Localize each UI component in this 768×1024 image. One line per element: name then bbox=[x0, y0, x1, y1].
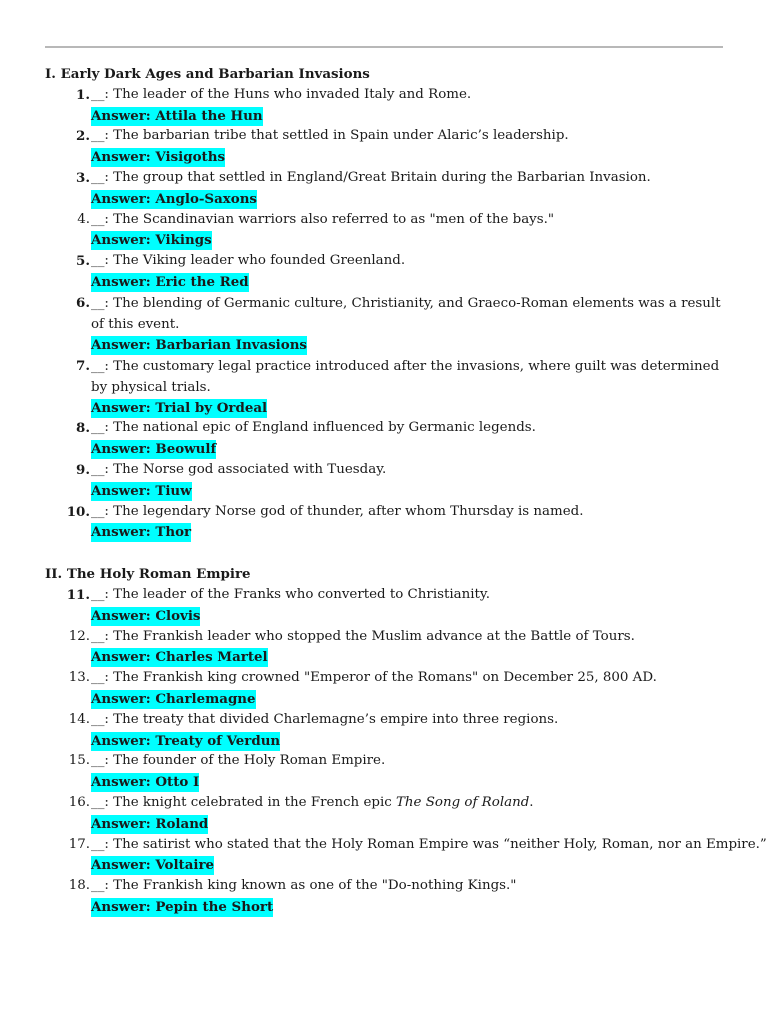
item-number: 7. bbox=[76, 357, 90, 374]
question-text: __: The leader of the Huns who invaded Italy and Rome. bbox=[91, 86, 472, 102]
list-item bbox=[45, 418, 735, 460]
answer-highlight: Answer: Clovis bbox=[91, 607, 201, 624]
list-item bbox=[45, 168, 735, 210]
item-number: 1. bbox=[76, 86, 90, 103]
item-number: 14. bbox=[68, 711, 90, 727]
item-number: 10. bbox=[66, 503, 90, 520]
answer-highlight: Answer: Beowulf bbox=[91, 441, 217, 458]
answer-highlight: Answer: Tiuw bbox=[91, 482, 192, 499]
item-number: 9. bbox=[76, 461, 90, 478]
question-text: __: The Norse god associated with Tuesday. bbox=[91, 461, 387, 477]
list-item bbox=[45, 502, 735, 544]
item-number: 5. bbox=[76, 253, 90, 270]
question-text: __: The satirist who stated that the Holy Roman Empire was “neither Holy, Roman, nor an Empire.” bbox=[91, 836, 767, 852]
question-text: __: The Scandinavian warriors also referred to as "men of the bays." bbox=[91, 211, 555, 227]
list-item bbox=[45, 668, 735, 710]
question-text-part: . bbox=[529, 794, 534, 810]
answer-highlight: Answer: Pepin the Short bbox=[91, 898, 274, 915]
answer-highlight: Answer: Charles Martel bbox=[91, 649, 268, 666]
item-number: 18. bbox=[68, 878, 90, 894]
list-item bbox=[45, 876, 735, 918]
question-text: __: The group that settled in England/Great Britain during the Barbarian Invasion. bbox=[91, 169, 651, 185]
item-number: 16. bbox=[68, 794, 90, 810]
item-number: 11. bbox=[66, 586, 90, 603]
answer-highlight: Answer: Barbarian Invasions bbox=[91, 336, 307, 353]
list-item bbox=[45, 356, 735, 419]
section-gap bbox=[45, 543, 735, 564]
answer-highlight: Answer: Visigoths bbox=[91, 149, 225, 166]
section-heading: I. Early Dark Ages and Barbarian Invasions bbox=[45, 66, 370, 82]
answer-highlight: Answer: Charlemagne bbox=[91, 690, 256, 707]
item-number: 3. bbox=[76, 169, 90, 186]
list-item bbox=[45, 293, 735, 356]
list-item bbox=[45, 835, 767, 877]
answer-highlight: Answer: Thor bbox=[91, 524, 192, 541]
question-text: __: The Frankish leader who stopped the Muslim advance at the Battle of Tours. bbox=[91, 628, 635, 644]
item-number: 13. bbox=[68, 670, 90, 686]
list-item bbox=[45, 85, 735, 127]
question-text: __: The blending of Germanic culture, Christianity, and Graeco-Roman elements was a result of this event. bbox=[91, 295, 721, 332]
question-text: __: The leader of the Franks who converted to Christianity. bbox=[91, 586, 490, 602]
item-number: 12. bbox=[68, 628, 90, 644]
answer-highlight: Answer: Vikings bbox=[91, 232, 212, 249]
item-number: 17. bbox=[68, 836, 90, 852]
epic-title: The Song of Roland bbox=[395, 794, 530, 810]
question-text: __: The Frankish king known as one of the "Do-nothing Kings." bbox=[91, 878, 517, 894]
question-text: __: The founder of the Holy Roman Empire. bbox=[91, 753, 386, 769]
item-number: 6. bbox=[76, 294, 90, 311]
list-item bbox=[45, 126, 735, 168]
list-item bbox=[45, 627, 735, 669]
answer-highlight: Answer: Roland bbox=[91, 815, 209, 832]
section-heading: II. The Holy Roman Empire bbox=[45, 566, 251, 583]
answer-highlight: Answer: Treaty of Verdun bbox=[91, 732, 281, 749]
item-number: 2. bbox=[76, 128, 90, 145]
answer-highlight: Answer: Attila the Hun bbox=[91, 107, 263, 124]
answer-highlight: Answer: Voltaire bbox=[91, 857, 215, 874]
list-item bbox=[45, 793, 735, 835]
question-text: __: The Viking leader who founded Greenland. bbox=[91, 253, 406, 269]
top-divider bbox=[45, 46, 723, 48]
list-item bbox=[45, 210, 735, 252]
list-item bbox=[45, 251, 735, 293]
question-text: __: The legendary Norse god of thunder, after whom Thursday is named. bbox=[91, 503, 584, 519]
worksheet bbox=[45, 64, 767, 918]
answer-highlight: Answer: Anglo-Saxons bbox=[91, 190, 257, 207]
question-list bbox=[45, 585, 767, 918]
question-text: __: The barbarian tribe that settled in Spain under Alaric’s leadership. bbox=[91, 128, 569, 144]
answer-highlight: Answer: Otto I bbox=[91, 774, 200, 791]
question-text: __: The national epic of England influenced by Germanic legends. bbox=[91, 420, 536, 436]
question-text: __: The customary legal practice introduced after the invasions, where guilt was determined by physical trials. bbox=[91, 358, 720, 395]
item-number: 8. bbox=[76, 420, 90, 437]
question-text: __: The treaty that divided Charlemagne’s empire into three regions. bbox=[91, 711, 559, 727]
question-text: __: The Frankish king crowned "Emperor of the Romans" on December 25, 800 AD. bbox=[91, 670, 657, 686]
item-number: 4. bbox=[77, 211, 90, 227]
question-text bbox=[91, 793, 723, 814]
list-item bbox=[45, 460, 735, 502]
list-item bbox=[45, 751, 735, 793]
answer-highlight: Answer: Eric the Red bbox=[91, 273, 249, 290]
question-list bbox=[45, 85, 735, 543]
answer-highlight: Answer: Trial by Ordeal bbox=[91, 399, 268, 416]
list-item bbox=[45, 710, 735, 752]
question-text-part: __: The knight celebrated in the French epic bbox=[91, 794, 396, 810]
list-item bbox=[45, 585, 735, 627]
item-number: 15. bbox=[68, 753, 90, 769]
